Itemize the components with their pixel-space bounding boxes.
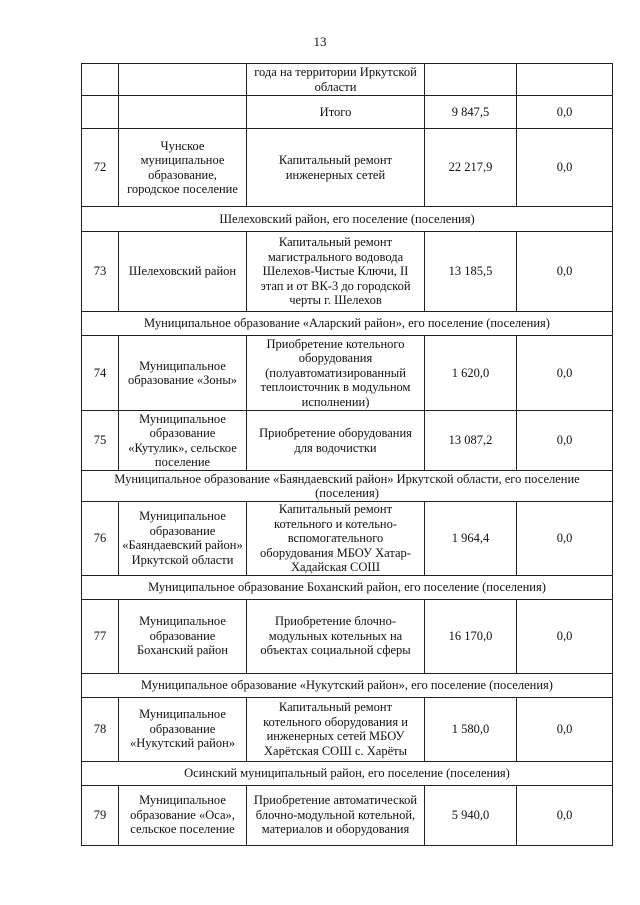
- section-heading: Шелеховский район, его поселение (поселения): [82, 207, 613, 232]
- other-value: 0,0: [517, 411, 613, 471]
- table-row: [82, 232, 613, 312]
- amount-value: 1 620,0: [425, 336, 517, 411]
- row-number: 72: [82, 129, 119, 207]
- table-row: [82, 336, 613, 411]
- other-value: 0,0: [517, 232, 613, 312]
- other-value: 0,0: [517, 129, 613, 207]
- amount-value: 5 940,0: [425, 785, 517, 845]
- action-description: Приобретение котельного оборудования (полуавтоматизированный теплоисточник в модульном исполнении): [247, 336, 425, 411]
- action-description: Приобретение оборудования для водочистки: [247, 411, 425, 471]
- section-row: [82, 312, 613, 336]
- amount-value: 13 185,5: [425, 232, 517, 312]
- table-row: [82, 411, 613, 471]
- table-body: [82, 64, 613, 846]
- action-description: Приобретение блочно-модульных котельных на объектах социальной сферы: [247, 599, 425, 673]
- amount-value: [425, 64, 517, 96]
- amount-value: 16 170,0: [425, 599, 517, 673]
- section-heading: Муниципальное образование «Аларский район», его поселение (поселения): [82, 312, 613, 336]
- municipality-name: Муниципальное образование «Нукутский район»: [119, 697, 247, 761]
- municipality-name: [119, 64, 247, 96]
- section-heading: Муниципальное образование Боханский район, его поселение (поселения): [82, 575, 613, 599]
- other-value: 0,0: [517, 785, 613, 845]
- action-description: года на территории Иркутской области: [247, 64, 425, 96]
- row-number: 76: [82, 502, 119, 576]
- municipality-name: Шелеховский район: [119, 232, 247, 312]
- row-number: 78: [82, 697, 119, 761]
- action-description: Капитальный ремонт магистрального водовода Шелехов-Чистые Ключи, II этап и от ВК-3 до городской черты г. Шелехов: [247, 232, 425, 312]
- row-number: 73: [82, 232, 119, 312]
- other-value: [517, 64, 613, 96]
- municipality-name: Чунское муниципальное образование, городское поселение: [119, 129, 247, 207]
- row-number: 75: [82, 411, 119, 471]
- section-row: [82, 673, 613, 697]
- section-heading: Осинский муниципальный район, его поселение (поселения): [82, 761, 613, 785]
- amount-value: 22 217,9: [425, 129, 517, 207]
- section-heading: Муниципальное образование «Нукутский район», его поселение (поселения): [82, 673, 613, 697]
- table-row: [82, 599, 613, 673]
- section-row: [82, 575, 613, 599]
- section-row: [82, 471, 613, 502]
- table-row: [82, 129, 613, 207]
- subsidy-table: [81, 63, 613, 846]
- action-description: Приобретение автоматической блочно-модульной котельной, материалов и оборудования: [247, 785, 425, 845]
- section-row: [82, 761, 613, 785]
- table-row: [82, 64, 613, 96]
- amount-value: 1 964,4: [425, 502, 517, 576]
- municipality-name: Муниципальное образование «Оса», сельское поселение: [119, 785, 247, 845]
- other-value: 0,0: [517, 697, 613, 761]
- other-value: 0,0: [517, 599, 613, 673]
- municipality-name: Муниципальное образование «Кутулик», сельское поселение: [119, 411, 247, 471]
- other-value: 0,0: [517, 502, 613, 576]
- action-description: Капитальный ремонт котельного и котельно-вспомогательного оборудования МБОУ Хатар-Хадайская СОШ: [247, 502, 425, 576]
- action-description: Итого: [247, 96, 425, 129]
- amount-value: 9 847,5: [425, 96, 517, 129]
- municipality-name: Муниципальное образование Боханский район: [119, 599, 247, 673]
- municipality-name: [119, 96, 247, 129]
- section-heading: Муниципальное образование «Баяндаевский район» Иркутской области, его поселение (поселения): [82, 471, 613, 502]
- row-number: 77: [82, 599, 119, 673]
- action-description: Капитальный ремонт инженерных сетей: [247, 129, 425, 207]
- page-number: 13: [313, 34, 327, 49]
- other-value: 0,0: [517, 96, 613, 129]
- row-number: 74: [82, 336, 119, 411]
- table-row: [82, 697, 613, 761]
- action-description: Капитальный ремонт котельного оборудования и инженерных сетей МБОУ Харётская СОШ с. Харёты: [247, 697, 425, 761]
- amount-value: 13 087,2: [425, 411, 517, 471]
- amount-value: 1 580,0: [425, 697, 517, 761]
- municipality-name: Муниципальное образование «Баяндаевский район» Иркутской области: [119, 502, 247, 576]
- table-row: [82, 785, 613, 845]
- row-number: 79: [82, 785, 119, 845]
- table-row: [82, 502, 613, 576]
- row-number: [82, 96, 119, 129]
- other-value: 0,0: [517, 336, 613, 411]
- municipality-name: Муниципальное образование «Зоны»: [119, 336, 247, 411]
- section-row: [82, 207, 613, 232]
- row-number: [82, 64, 119, 96]
- table-row: [82, 96, 613, 129]
